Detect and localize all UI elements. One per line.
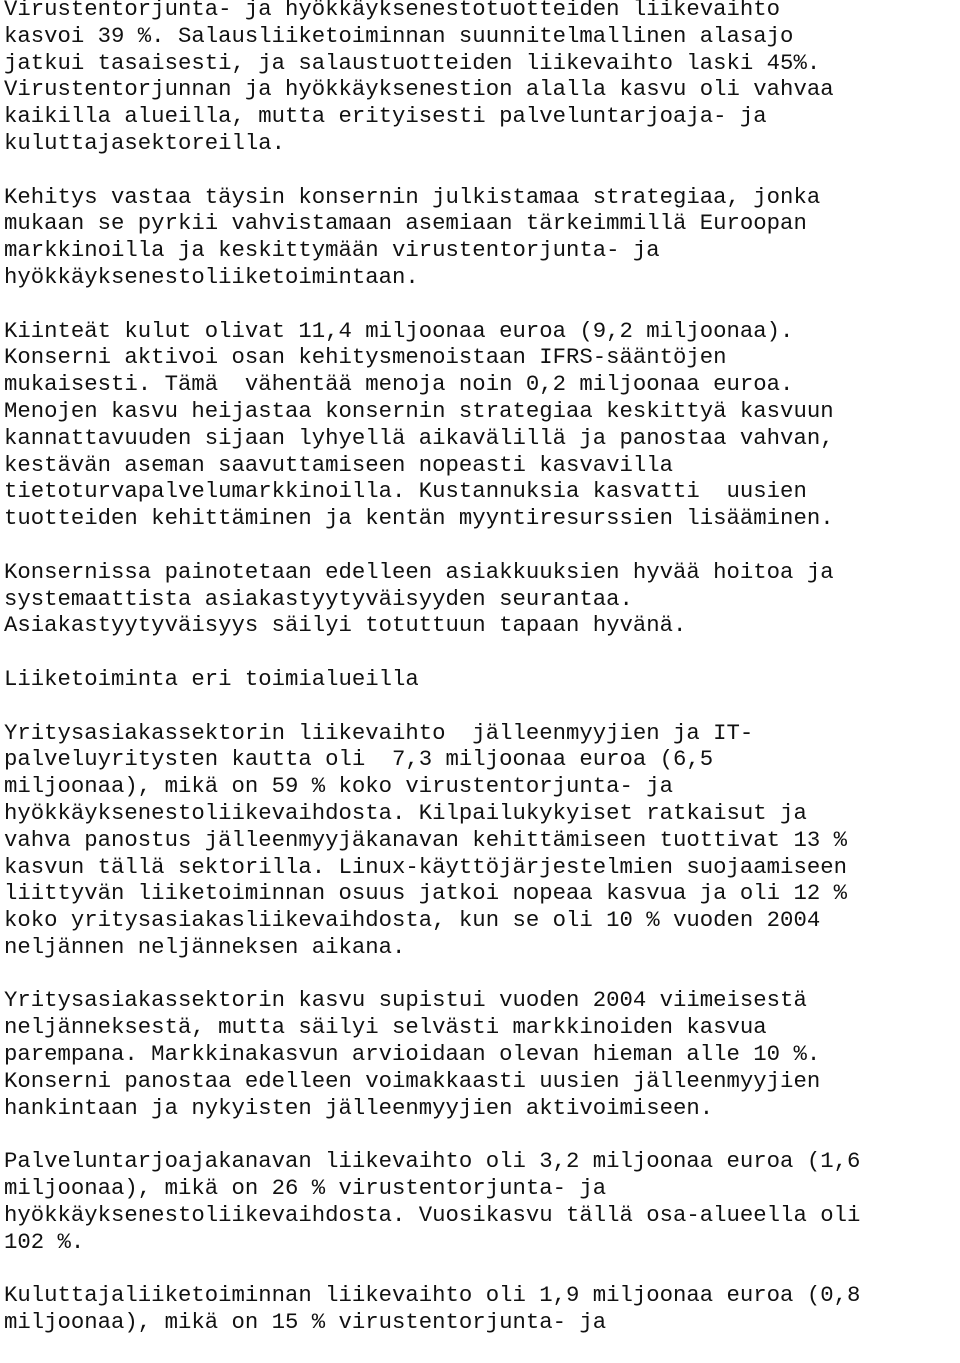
text-line: 102 %.: [4, 1228, 85, 1255]
text-line: kasvoi 39 %. Salausliiketoiminnan suunnitelmallinen alasajo: [4, 22, 794, 49]
text-line: palveluyritysten kautta oli 7,3 miljoonaa euroa (6,5: [4, 746, 714, 773]
text-line: Kuluttajaliiketoiminnan liikevaihto oli 1,9 miljoonaa euroa (0,8: [4, 1282, 861, 1309]
paragraph: [4, 0, 960, 157]
text-line: liittyvän liiketoiminnan osuus jatkoi nopeaa kasvua ja oli 12 %: [4, 880, 847, 907]
text-line: tietoturvapalvelumarkkinoilla. Kustannuksia kasvatti uusien: [4, 478, 807, 505]
text-line: Yritysasiakassektorin kasvu supistui vuoden 2004 viimeisestä: [4, 987, 807, 1014]
paragraph: [4, 1282, 960, 1336]
document-body: [4, 0, 960, 1363]
text-line: kasvun tällä sektorilla. Linux-käyttöjärjestelmien suojaamiseen: [4, 853, 847, 880]
text-line: systemaattista asiakastyytyväisyyden seurantaa.: [4, 585, 633, 612]
text-line: kuluttajasektoreilla.: [4, 129, 285, 156]
text-line: mukaan se pyrkii vahvistamaan asemiaan tärkeimmillä Euroopan: [4, 210, 807, 237]
text-line: neljännen neljänneksen aikana.: [4, 933, 406, 960]
text-line: miljoonaa), mikä on 26 % virustentorjunta- ja: [4, 1175, 607, 1202]
text-line: Konserni panostaa edelleen voimakkaasti uusien jälleenmyyjien: [4, 1067, 821, 1094]
heading-text: Liiketoiminta eri toimialueilla: [4, 665, 419, 692]
text-line: Yritysasiakassektorin liikevaihto jälleenmyyjien ja IT-: [4, 719, 754, 746]
paragraph: [4, 318, 960, 532]
text-line: parempana. Markkinakasvun arvioidaan olevan hieman alle 10 %.: [4, 1041, 821, 1068]
paragraph: [4, 184, 960, 291]
text-line: neljänneksestä, mutta säilyi selvästi markkinoiden kasvua: [4, 1014, 767, 1041]
text-line: Virustentorjunta- ja hyökkäyksenestotuotteiden liikevaihto: [4, 0, 781, 22]
text-line: kestävän aseman saavuttamiseen nopeasti kasvavilla: [4, 451, 674, 478]
text-line: Konserni aktivoi osan kehitysmenoistaan IFRS-sääntöjen: [4, 344, 727, 371]
text-line: mukaisesti. Tämä vähentää menoja noin 0,2 miljoonaa euroa.: [4, 371, 794, 398]
text-line: Palveluntarjoajakanavan liikevaihto oli 3,2 miljoonaa euroa (1,6: [4, 1148, 861, 1175]
text-line: koko yritysasiakasliikevaihdosta, kun se oli 10 % vuoden 2004: [4, 907, 821, 934]
text-line: Virustentorjunnan ja hyökkäyksenestion alalla kasvu oli vahvaa: [4, 76, 834, 103]
section-heading: [4, 666, 960, 693]
text-line: hyökkäyksenestoliikevaihdosta. Vuosikasvu tällä osa-alueella oli: [4, 1201, 861, 1228]
text-line: Menojen kasvu heijastaa konsernin strategiaa keskittyä kasvuun: [4, 397, 834, 424]
paragraph: [4, 720, 960, 961]
paragraph: [4, 987, 960, 1121]
text-line: hyökkäyksenestoliiketoimintaan.: [4, 263, 419, 290]
text-line: markkinoilla ja keskittymään virustentorjunta- ja: [4, 237, 660, 264]
text-line: jatkui tasaisesti, ja salaustuotteiden liikevaihto laski 45%.: [4, 49, 821, 76]
text-line: vahva panostus jälleenmyyjäkanavan kehittämiseen tuottivat 13 %: [4, 826, 847, 853]
text-line: miljoonaa), mikä on 15 % virustentorjunta- ja: [4, 1309, 607, 1336]
text-line: Kehitys vastaa täysin konsernin julkistamaa strategiaa, jonka: [4, 183, 821, 210]
text-line: kannattavuuden sijaan lyhyellä aikavälillä ja panostaa vahvan,: [4, 424, 834, 451]
paragraph: [4, 559, 960, 639]
text-line: Konsernissa painotetaan edelleen asiakkuuksien hyvää hoitoa ja: [4, 558, 834, 585]
text-line: Kiinteät kulut olivat 11,4 miljoonaa euroa (9,2 miljoonaa).: [4, 317, 794, 344]
text-line: hyökkäyksenestoliikevaihdosta. Kilpailukykyiset ratkaisut ja: [4, 799, 807, 826]
text-line: tuotteiden kehittäminen ja kentän myyntiresurssien lisääminen.: [4, 505, 834, 532]
text-line: hankintaan ja nykyisten jälleenmyyjien aktivoimiseen.: [4, 1094, 714, 1121]
text-line: miljoonaa), mikä on 59 % koko virustentorjunta- ja: [4, 773, 674, 800]
text-line: kaikilla alueilla, mutta erityisesti palveluntarjoaja- ja: [4, 103, 767, 130]
text-line: Asiakastyytyväisyys säilyi totuttuun tapaan hyvänä.: [4, 612, 687, 639]
paragraph: [4, 1148, 960, 1255]
